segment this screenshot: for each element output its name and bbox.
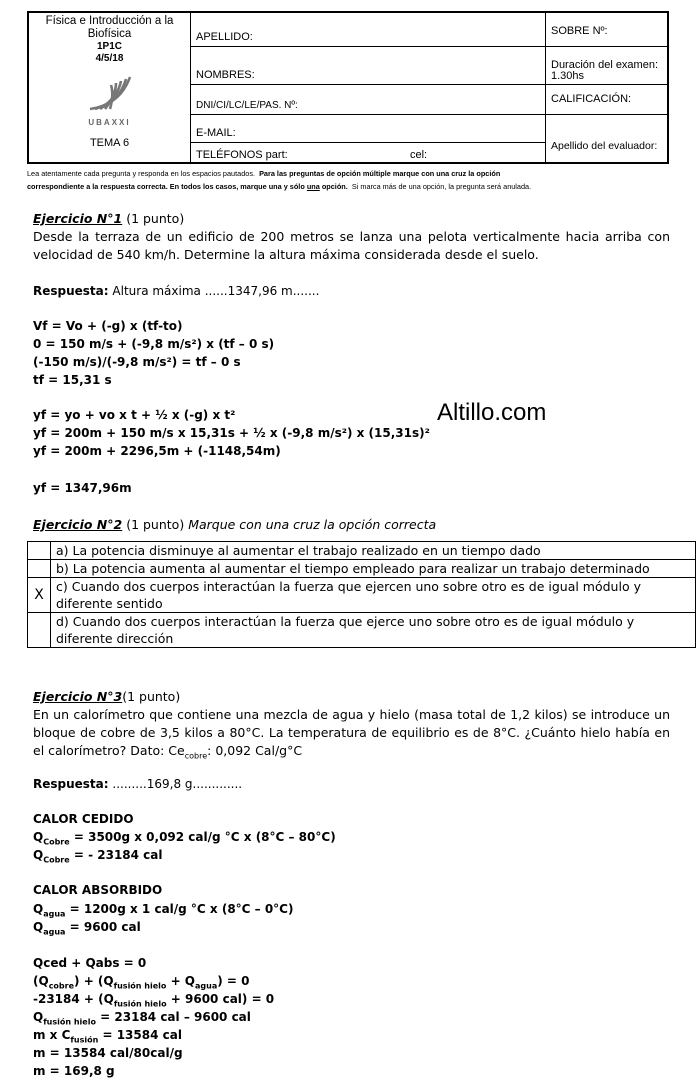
ex1-eq6: yf = 200m + 150 m/s x 15,31s + ½ x (-9,8 m/s²) x (15,31s)² [33,426,430,440]
option-c-text: c) Cuando dos cuerpos interactúan la fuerza que ejercen uno sobre otro es de igual módulo y diferente sentido [51,578,696,613]
sub: cobre [48,981,75,991]
eq-text: = 23184 cal – 9600 cal [100,1010,251,1024]
eq-text: = - 23184 cal [73,848,163,862]
qcobre-eq1: $Q_{Cobre} = 3500g$ x 0,092 cal/g °C x (8°C – 80°C) [33,830,336,847]
qagua-eq1: $Q_{agua} = 1200g$ x 1 cal/g °C x (8°C – 0°C) [33,902,294,919]
instructions-underline: una [306,182,320,191]
instructions-text: Lea atentamente cada pregunta y responda en los espacios pautados. [27,169,255,178]
qcobre-eq2: $Q_{Cobre}$ = - 23184 cal [33,848,163,865]
ex3-heading [33,688,180,706]
sub: Cobre [43,855,70,865]
course-name: Física e Introducción a la Biofísica [45,15,174,40]
cel-label: cel: [410,149,428,161]
ex3-statement-end: : 0,092 Cal/g°C [207,743,303,758]
ex3-statement-sub: cobre [184,751,208,761]
ex3-statement-text: En un calorímetro que contiene una mezcla de agua y hielo (masa total de 1,2 kilos) se introduce un bloque de cobre de 3,5 kilos a 80°C. La temperatura de equilibrio es de 8°C. ¿Cuánto hielo había en el calorímetro? Dato: Ce [33,707,670,758]
eq-text: = 1200g x 1 cal/g °C x (8°C – 0°C) [69,902,294,916]
option-row [28,560,696,578]
eq-text: -23184 + (Q [33,992,114,1006]
exam-header [27,11,669,164]
ex1-answer-label: Respuesta: [33,284,109,298]
calificacion-field[interactable] [545,85,667,115]
qsum-eq: Qced + Qabs = 0 [33,956,147,970]
email-label: E-MAIL: [196,127,236,139]
ex1-eq1: Vf = Vo + (-g) x (tf-to) [33,319,183,333]
ex1-answer-value: Altura máxima ......1347,96 m....... [112,284,320,298]
balance-eq2: $-23184 + (Q_{fusión hielo} + 9600$ cal) = 0 [33,992,275,1009]
balance-eq1: $(Q_{cobre}) + (Q_{fusión hielo} + Q_{agua}) = 0$ [33,974,250,991]
eq-text: m x C [33,1028,71,1042]
calor-cedido: CALOR CEDIDO [33,812,134,826]
ex1-title: Ejercicio N°1 [33,211,123,226]
sub: agua [43,927,66,937]
ex1-points: (1 punto) [126,211,185,226]
course-code: 1P1C [96,41,122,52]
balance-eq3: $Q_{fusión hielo} = 23184$ cal – 9600 cal [33,1010,251,1027]
telefonos-field[interactable] [190,143,545,162]
option-d-mark[interactable] [28,613,51,648]
ex2-heading [33,516,436,534]
ex3-answer-label: Respuesta: [33,777,109,791]
ex1-statement: Desde la terraza de un edificio de 200 metros se lanza una pelota verticalmente hacia arriba con velocidad de 540 km/h. Determine la altura máxima considerada desde el suelo. [33,229,670,262]
sobre-label: SOBRE Nº: [551,25,608,37]
instructions-bold: Para las preguntas de opción múltiple marque con una cruz la opción [259,169,501,178]
ex2-options-table [27,541,696,648]
ex1-eq5: yf = yo + vo x t + ½ x (-g) x t² [33,408,236,422]
dni-label: DNI/CI/LC/LE/PAS. Nº: [196,100,298,111]
ex1-eq8: yf = 1347,96m [33,481,132,495]
option-a-mark[interactable] [28,542,51,560]
sub: fusión hielo [43,1017,96,1027]
calificacion-label: CALIFICACIÓN: [551,93,632,105]
evaluador-field[interactable] [545,115,667,162]
evaluador-label: Apellido del evaluador: [551,140,658,152]
eq-text: = 9600 cal [69,920,141,934]
ex3-title: Ejercicio N°3 [33,689,123,704]
ex3-answer [33,775,242,793]
nombres-label: NOMBRES: [196,69,255,81]
option-a-text: a) La potencia disminuye al aumentar el trabajo realizado en un tiempo dado [51,542,696,560]
sub: fusión [70,1035,99,1045]
ex3-answer-value: .........169,8 g............. [112,777,243,791]
option-row [28,542,696,560]
option-d-text: d) Cuando dos cuerpos interactúan la fuerza que ejerce uno sobre otro es de igual módulo y diferente dirección [51,613,696,648]
ex3-points: (1 punto) [122,689,181,704]
eq-text: (Q [33,974,49,988]
ex1-eq7: yf = 200m + 2296,5m + (-1148,54m) [33,444,281,458]
calor-absorbido: CALOR ABSORBIDO [33,883,163,897]
student-fields [190,13,546,162]
option-row [28,578,696,613]
ex2-instruction: Marque con una cruz la opción correcta [188,517,437,532]
duracion-label: Duración del examen: 1.30hs [551,59,659,82]
sub: agua [195,981,218,991]
eq-text: = 13584 cal [102,1028,182,1042]
exam-date: 4/5/18 [95,53,124,64]
logo-text: UBAXXI [88,118,131,127]
ex1-eq3: (-150 m/s)/(-9,8 m/s²) = tf – 0 s [33,355,241,369]
instructions-rest: Si marca más de una opción, la pregunta será anulada. [351,182,532,191]
course-info [29,13,191,162]
ex3-statement [33,706,670,766]
ex1-eq4: tf = 15,31 s [33,373,112,387]
eq-text: = 3500g x 0,092 cal/g °C x (8°C – 80°C) [73,830,336,844]
sobre-field[interactable] [545,13,667,47]
option-b-mark[interactable] [28,560,51,578]
nombres-field[interactable] [190,47,545,85]
ex2-points: (1 punto) [126,517,185,532]
sub: agua [43,909,66,919]
grading-fields [545,13,667,162]
sub: fusión hielo [113,981,167,991]
sub: Cobre [43,837,70,847]
apellido-field[interactable] [190,13,545,47]
watermark: Altillo.com [437,399,547,426]
dni-field[interactable] [190,85,545,115]
option-b-text: b) La potencia aumenta al aumentar el tiempo empleado para realizar un trabajo determinado [51,560,696,578]
tema-label: TEMA 6 [89,137,130,149]
ex1-eq2: 0 = 150 m/s + (-9,8 m/s²) x (tf – 0 s) [33,337,275,351]
balance-eq6: m = 169,8 g [33,1064,115,1078]
instructions-bold-3: opción. [321,182,348,191]
ubaxxi-logo-icon [86,75,134,111]
option-row [28,613,696,648]
ex1-answer [33,282,319,300]
qagua-eq2: $Q_{agua} = 9600$ cal [33,920,141,937]
instructions-bold-2: correspondiente a la respuesta correcta. En todos los casos, marque una y sólo [27,182,305,191]
telefonos-label: TELÉFONOS part: [196,149,288,161]
option-c-mark[interactable]: X [28,578,51,613]
email-field[interactable] [190,115,545,143]
duracion-field [545,47,667,85]
ex2-title: Ejercicio N°2 [33,517,123,532]
balance-eq5: m = 13584 cal/80cal/g [33,1046,183,1060]
instructions [27,167,697,193]
sub: fusión hielo [113,999,167,1009]
ex1-heading [33,210,184,228]
apellido-label: APELLIDO: [196,31,253,43]
